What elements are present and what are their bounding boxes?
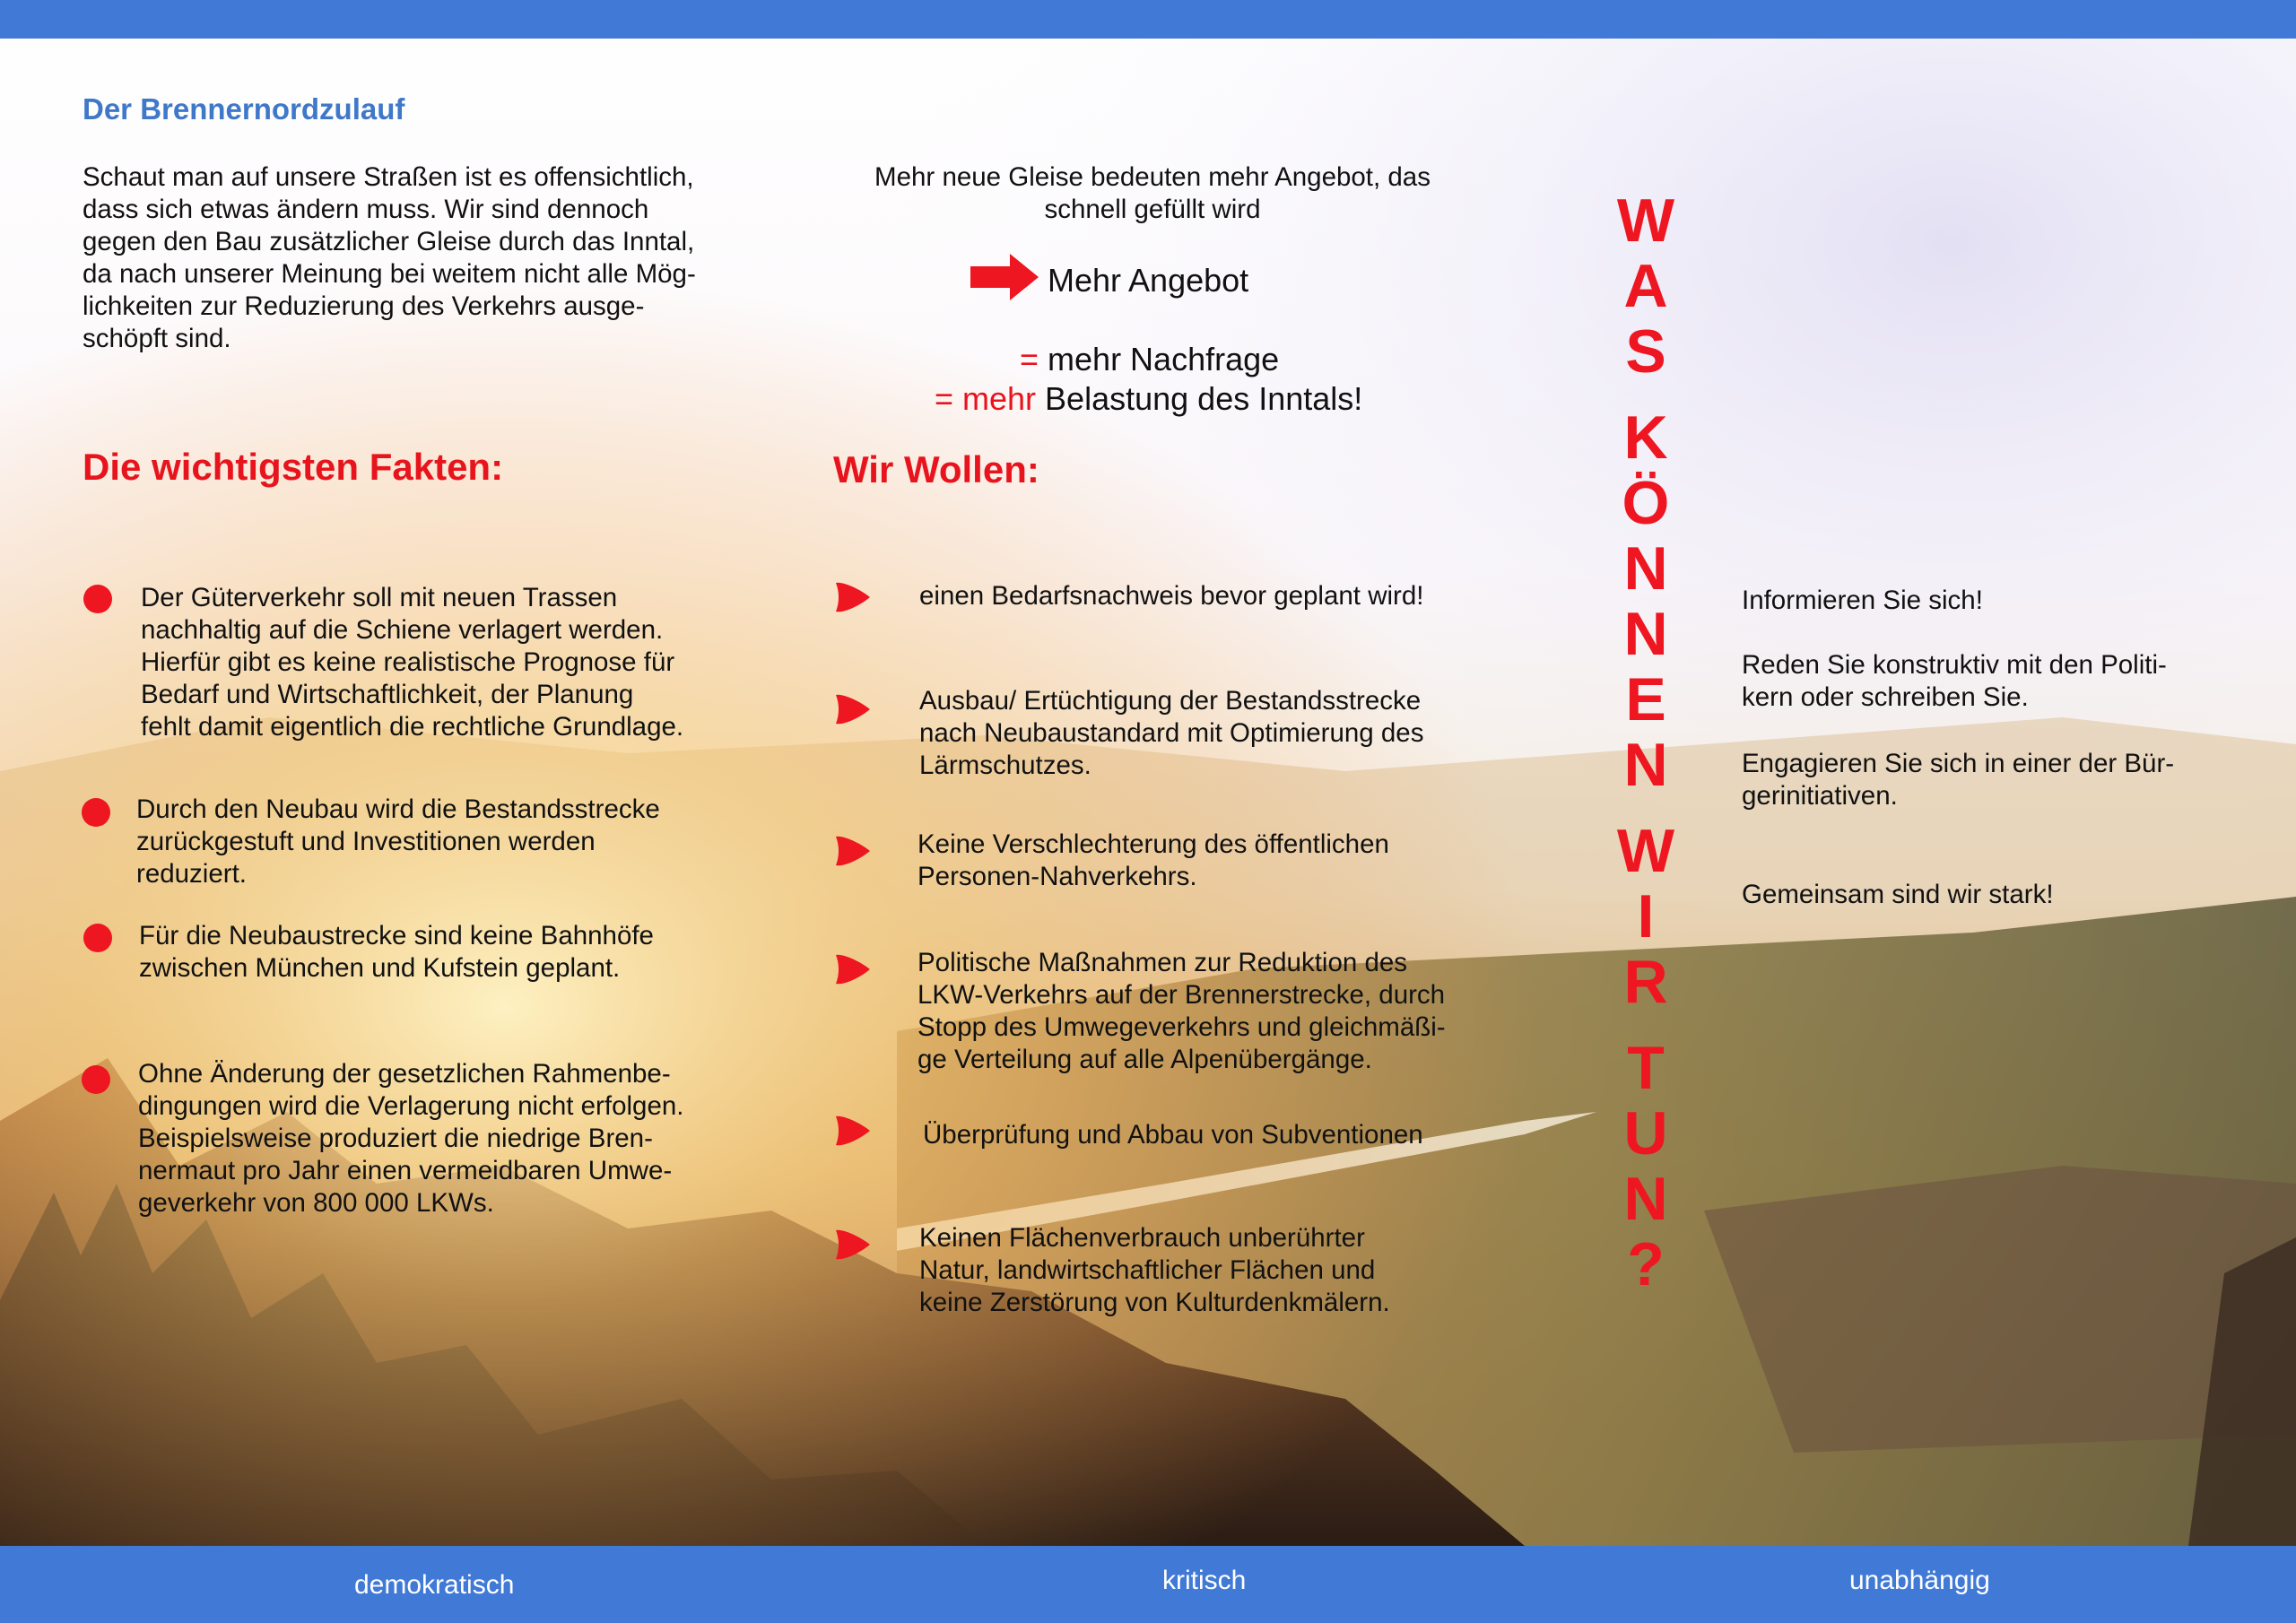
fact-item: Durch den Neubau wird die Bestandsstrecke zurückgestuft und Investitionen werden reduziert. bbox=[136, 794, 660, 889]
arrow-bullet-icon bbox=[832, 579, 872, 615]
arrow-bullet-icon bbox=[832, 951, 872, 987]
vertical-letter: U bbox=[1623, 1099, 1668, 1167]
footer-right: unabhängig bbox=[1849, 1566, 1990, 1595]
action-item: Informieren Sie sich! bbox=[1742, 586, 1983, 615]
vertical-letter: S bbox=[1625, 317, 1666, 386]
vertical-letter: N bbox=[1623, 731, 1668, 799]
question-mark: ? bbox=[1627, 1230, 1665, 1298]
bullet-dot-icon bbox=[82, 798, 110, 827]
want-item: Politische Maßnahmen zur Reduktion des LKW-Verkehrs auf der Brennerstrecke, durch Stopp des Umwegeverkehrs und gleichmäßi- ge Verteilung auf alle Alpenübergänge. bbox=[918, 948, 1446, 1074]
want-item: einen Bedarfsnachweis bevor geplant wird! bbox=[919, 581, 1424, 611]
vertical-letter: N bbox=[1623, 1165, 1668, 1233]
want-item: Überprüfung und Abbau von Subventionen bbox=[923, 1120, 1423, 1150]
want-item: Keinen Flächenverbrauch unberührter Natur, landwirtschaftlicher Flächen und keine Zerstörung von Kulturdenkmälern. bbox=[919, 1223, 1390, 1317]
top-bar bbox=[0, 0, 2296, 39]
vertical-letter: W bbox=[1616, 187, 1675, 255]
fact-item: Der Güterverkehr soll mit neuen Trassen nachhaltig auf die Schiene verlagert werden. Hierfür gibt es keine realistische Prognose für Bedarf und Wirtschaftlichkeit, der Planung fehlt damit eigentlich die rechtliche Grundlage. bbox=[141, 583, 684, 742]
vertical-letter: N bbox=[1623, 534, 1668, 603]
footer-center: kritisch bbox=[1162, 1566, 1247, 1595]
vertical-letter: N bbox=[1623, 600, 1668, 668]
fact-item: Für die Neubaustrecke sind keine Bahnhöfe zwischen München und Kufstein geplant. bbox=[139, 921, 654, 983]
want-item: Keine Verschlechterung des öffentlichen Personen-Nahverkehrs. bbox=[918, 829, 1389, 891]
offer-line-1: Mehr Angebot bbox=[1048, 262, 1249, 299]
vertical-title bbox=[1605, 188, 1686, 1298]
footer-left: demokratisch bbox=[354, 1570, 515, 1600]
vertical-letter: Ö bbox=[1622, 469, 1670, 537]
intro-text: Schaut man auf unsere Straßen ist es offensichtlich, dass sich etwas ändern muss. Wir sind dennoch gegen den Bau zusätzlicher Gleise durch das Inntal, da nach unserer Meinung bei weitem nicht alle Mög- lichkeiten zur Reduzierung des Verkehrs ausge- schöpft sind. bbox=[83, 162, 696, 353]
fact-item: Ohne Änderung der gesetzlichen Rahmenbe- dingungen wird die Verlagerung nicht erfolgen. Beispielsweise produziert die niedrige Bren- nermaut pro Jahr einen vermeidbaren Umwe- geverkehr von 800 000 LKWs. bbox=[138, 1059, 684, 1218]
action-item: Gemeinsam sind wir stark! bbox=[1742, 880, 2054, 909]
offer-intro: Mehr neue Gleise bedeuten mehr Angebot, das schnell gefüllt wird bbox=[874, 162, 1431, 224]
arrow-bullet-icon bbox=[832, 691, 872, 727]
vertical-letter: T bbox=[1627, 1034, 1665, 1102]
section-title: Der Brennernordzulauf bbox=[83, 92, 405, 126]
wants-heading: Wir Wollen: bbox=[833, 448, 1039, 490]
bullet-dot-icon bbox=[83, 585, 112, 613]
equals-sign: = bbox=[1020, 341, 1039, 378]
vertical-letter: K bbox=[1623, 404, 1668, 472]
vertical-letter: W bbox=[1616, 817, 1675, 885]
bullet-dot-icon bbox=[82, 1065, 110, 1094]
right-arrow-icon bbox=[970, 254, 1039, 300]
vertical-letter: I bbox=[1637, 882, 1655, 950]
offer-line-3-prefix: = mehr bbox=[935, 380, 1037, 417]
vertical-letter: R bbox=[1623, 948, 1668, 1016]
arrow-bullet-icon bbox=[832, 1113, 872, 1149]
offer-line-3: Belastung des Inntals! bbox=[1036, 380, 1363, 417]
action-item: Reden Sie konstruktiv mit den Politi- kern oder schreiben Sie. bbox=[1742, 650, 2167, 712]
want-item: Ausbau/ Ertüchtigung der Bestandsstrecke nach Neubaustandard mit Optimierung des Lärmschutzes. bbox=[919, 686, 1424, 780]
facts-heading: Die wichtigsten Fakten: bbox=[83, 446, 504, 488]
offer-line-2: mehr Nachfrage bbox=[1039, 341, 1280, 378]
bullet-dot-icon bbox=[83, 924, 112, 952]
vertical-letter: E bbox=[1625, 665, 1666, 733]
arrow-bullet-icon bbox=[832, 1227, 872, 1263]
vertical-letter: A bbox=[1623, 252, 1668, 320]
action-item: Engagieren Sie sich in einer der Bür- gerinitiativen. bbox=[1742, 749, 2175, 811]
arrow-bullet-icon bbox=[832, 833, 872, 869]
